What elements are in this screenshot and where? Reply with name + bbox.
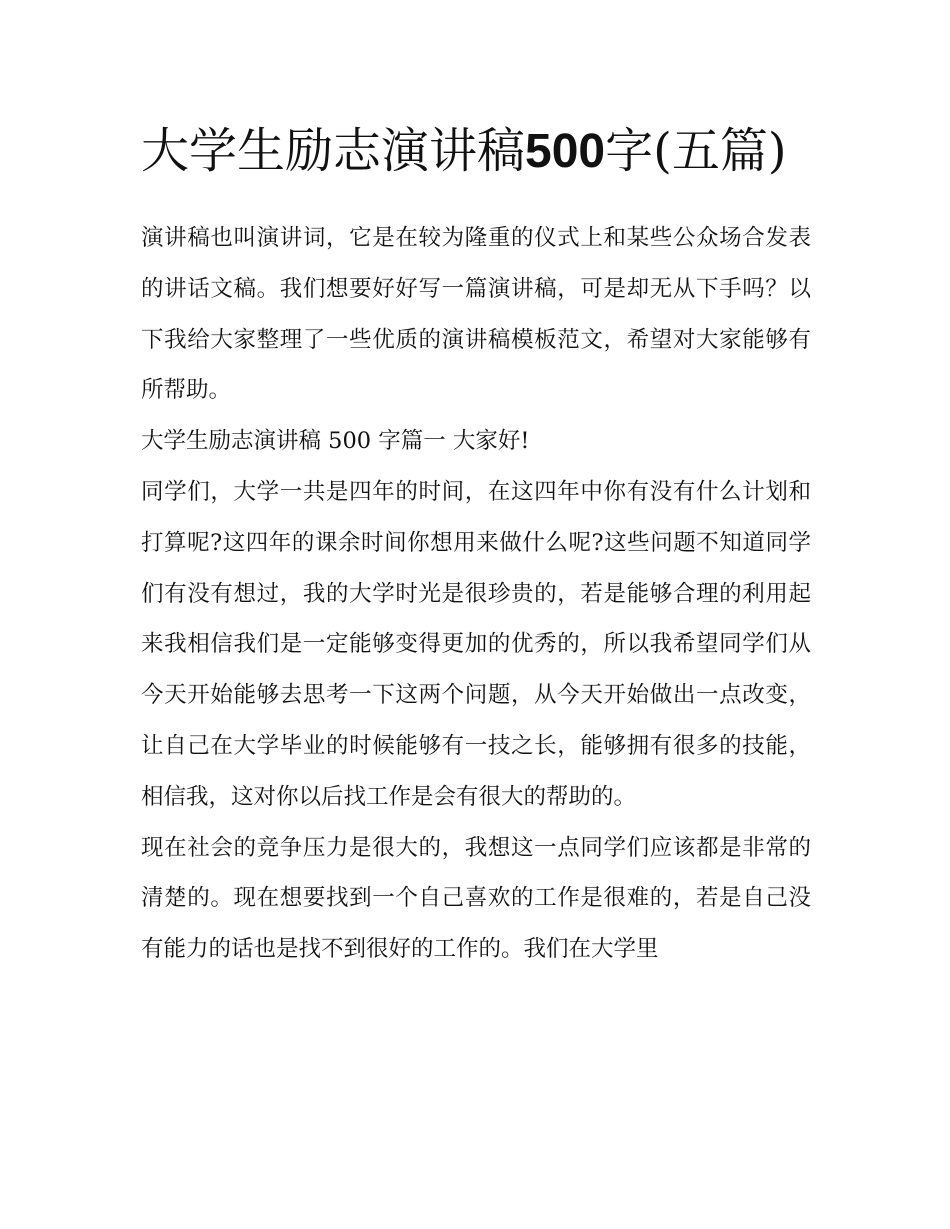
title-number: 500: [525, 125, 606, 178]
section-heading-paragraph: 大学生励志演讲稿 500 字篇一 大家好!: [141, 428, 530, 455]
body-paragraph: 现在社会的竞争压力是很大的，我想这一点同学们应该都是非常的清楚的。现在想要找到一个自己喜欢的工作是很难的，若是自己没有能力的话也是找不到很好的工作的。我们在大学里: [141, 834, 811, 963]
title-text-part2: 字(五篇): [605, 123, 787, 179]
body-paragraph: 同学们，大学一共是四年的时间，在这四年中你有没有什么计划和打算呢?这四年的课余时间你想用来做什么呢?这些问题不知道同学们有没有想过，我的大学时光是很珍贵的，若是能够合理的利用起来我相信我们是一定能够变得更加的优秀的，所以我希望同学们从今天开始能够去思考一下这两个问题，从今天开始做出一点改变，让自己在大学毕业的时候能够有一技之长，能够拥有很多的技能，相信我，这对你以后找工作是会有很大的帮助的。: [141, 478, 811, 810]
title-text-part1: 大学生励志演讲稿: [141, 123, 526, 179]
document-content: [141, 112, 811, 975]
intro-paragraph: 演讲稿也叫演讲词，它是在较为隆重的仪式上和某些公众场合发表的讲话文稿。我们想要好好写一篇演讲稿，可是却无从下手吗？以下我给大家整理了一些优质的演讲稿模板范文，希望对大家能够有所帮助。: [141, 225, 811, 404]
document-title: [141, 112, 811, 191]
